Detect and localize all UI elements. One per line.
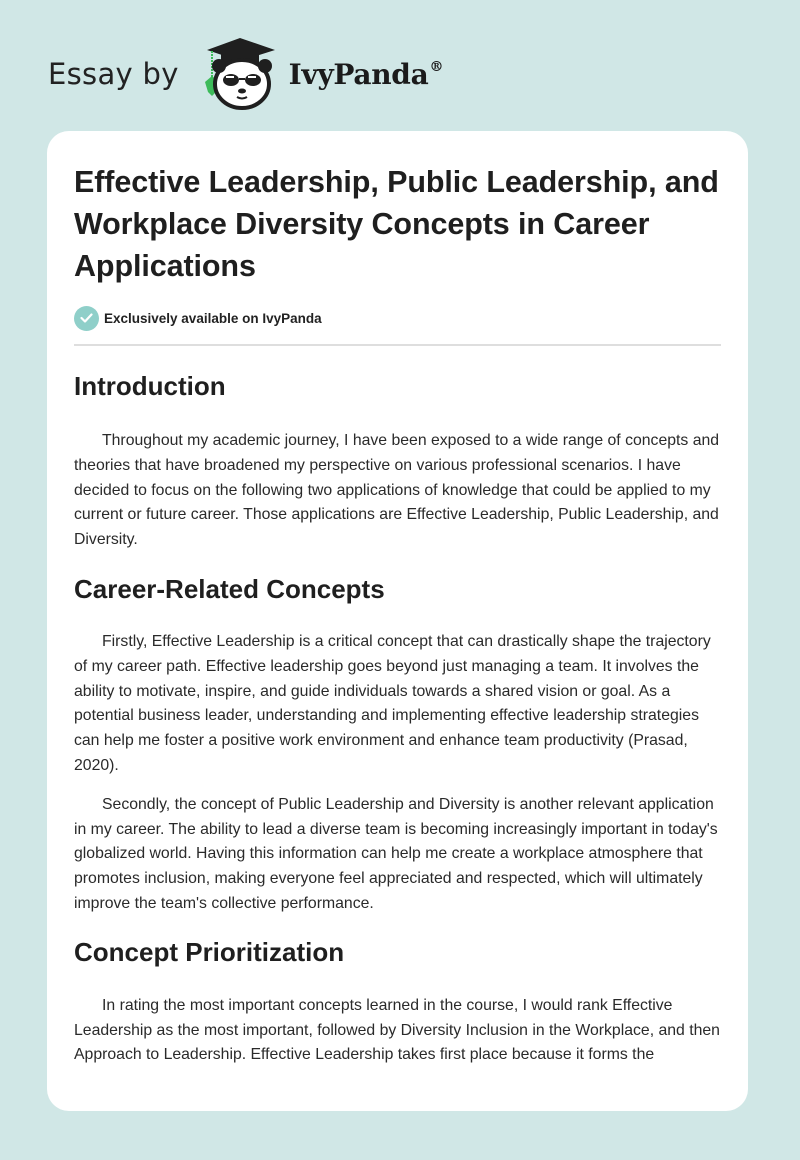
section-heading-career-related-concepts: Career-Related Concepts	[74, 573, 385, 604]
section-heading-introduction: Introduction	[74, 371, 226, 401]
exclusive-badge-label: Exclusively available on IvyPanda	[104, 310, 322, 326]
exclusive-badge	[74, 305, 721, 331]
brand-name[interactable]	[289, 58, 443, 91]
site-header	[48, 36, 443, 112]
paragraph: Throughout my academic journey, I have been exposed to a wide range of concepts and theories that have broadened my perspective on various professional scenarios. I have decided to focus on the following two applications of knowledge that could be applied to my current or future career. Those applications are Effective Leadership, Public Leadership, and Diversity.	[74, 432, 720, 549]
essay-card	[47, 131, 748, 1111]
essay-by-label: Essay by	[48, 57, 179, 91]
divider	[74, 344, 721, 346]
essay-title: Effective Leadership, Public Leadership, and Workplace Diversity Concepts in Career Applications	[74, 165, 719, 283]
paragraph: Secondly, the concept of Public Leadership and Diversity is another relevant application in my career. The ability to lead a diverse team is becoming increasingly important in today's globalized world. Having this information can help me create a workplace atmosphere that promotes inclusion, making everyone feel appreciated and respected, which will ultimately improve the team's collective performance.	[74, 795, 718, 912]
paragraph: In rating the most important concepts learned in the course, I would rank Effective Leadership as the most important, followed by Diversity Inclusion in the Workplace, and then Approach to Leadership. Effective Leadership takes first place because it forms the	[74, 996, 720, 1064]
ivypanda-logo-icon[interactable]	[197, 36, 283, 112]
check-circle-icon	[74, 306, 99, 331]
registered-mark: ®	[429, 58, 444, 75]
brand-text: IvyPanda	[288, 57, 429, 91]
section-heading-concept-prioritization: Concept Prioritization	[74, 936, 345, 967]
paragraph: Firstly, Effective Leadership is a critical concept that can drastically shape the trajectory of my career path. Effective leadership goes beyond just managing a team. It involves the ability to motivate, inspire, and guide individuals towards a shared vision or goal. As a potential business leader, understanding and implementing effective leadership strategies can help me foster a positive work environment and enhance team productivity (Prasad, 2020).	[74, 632, 711, 774]
